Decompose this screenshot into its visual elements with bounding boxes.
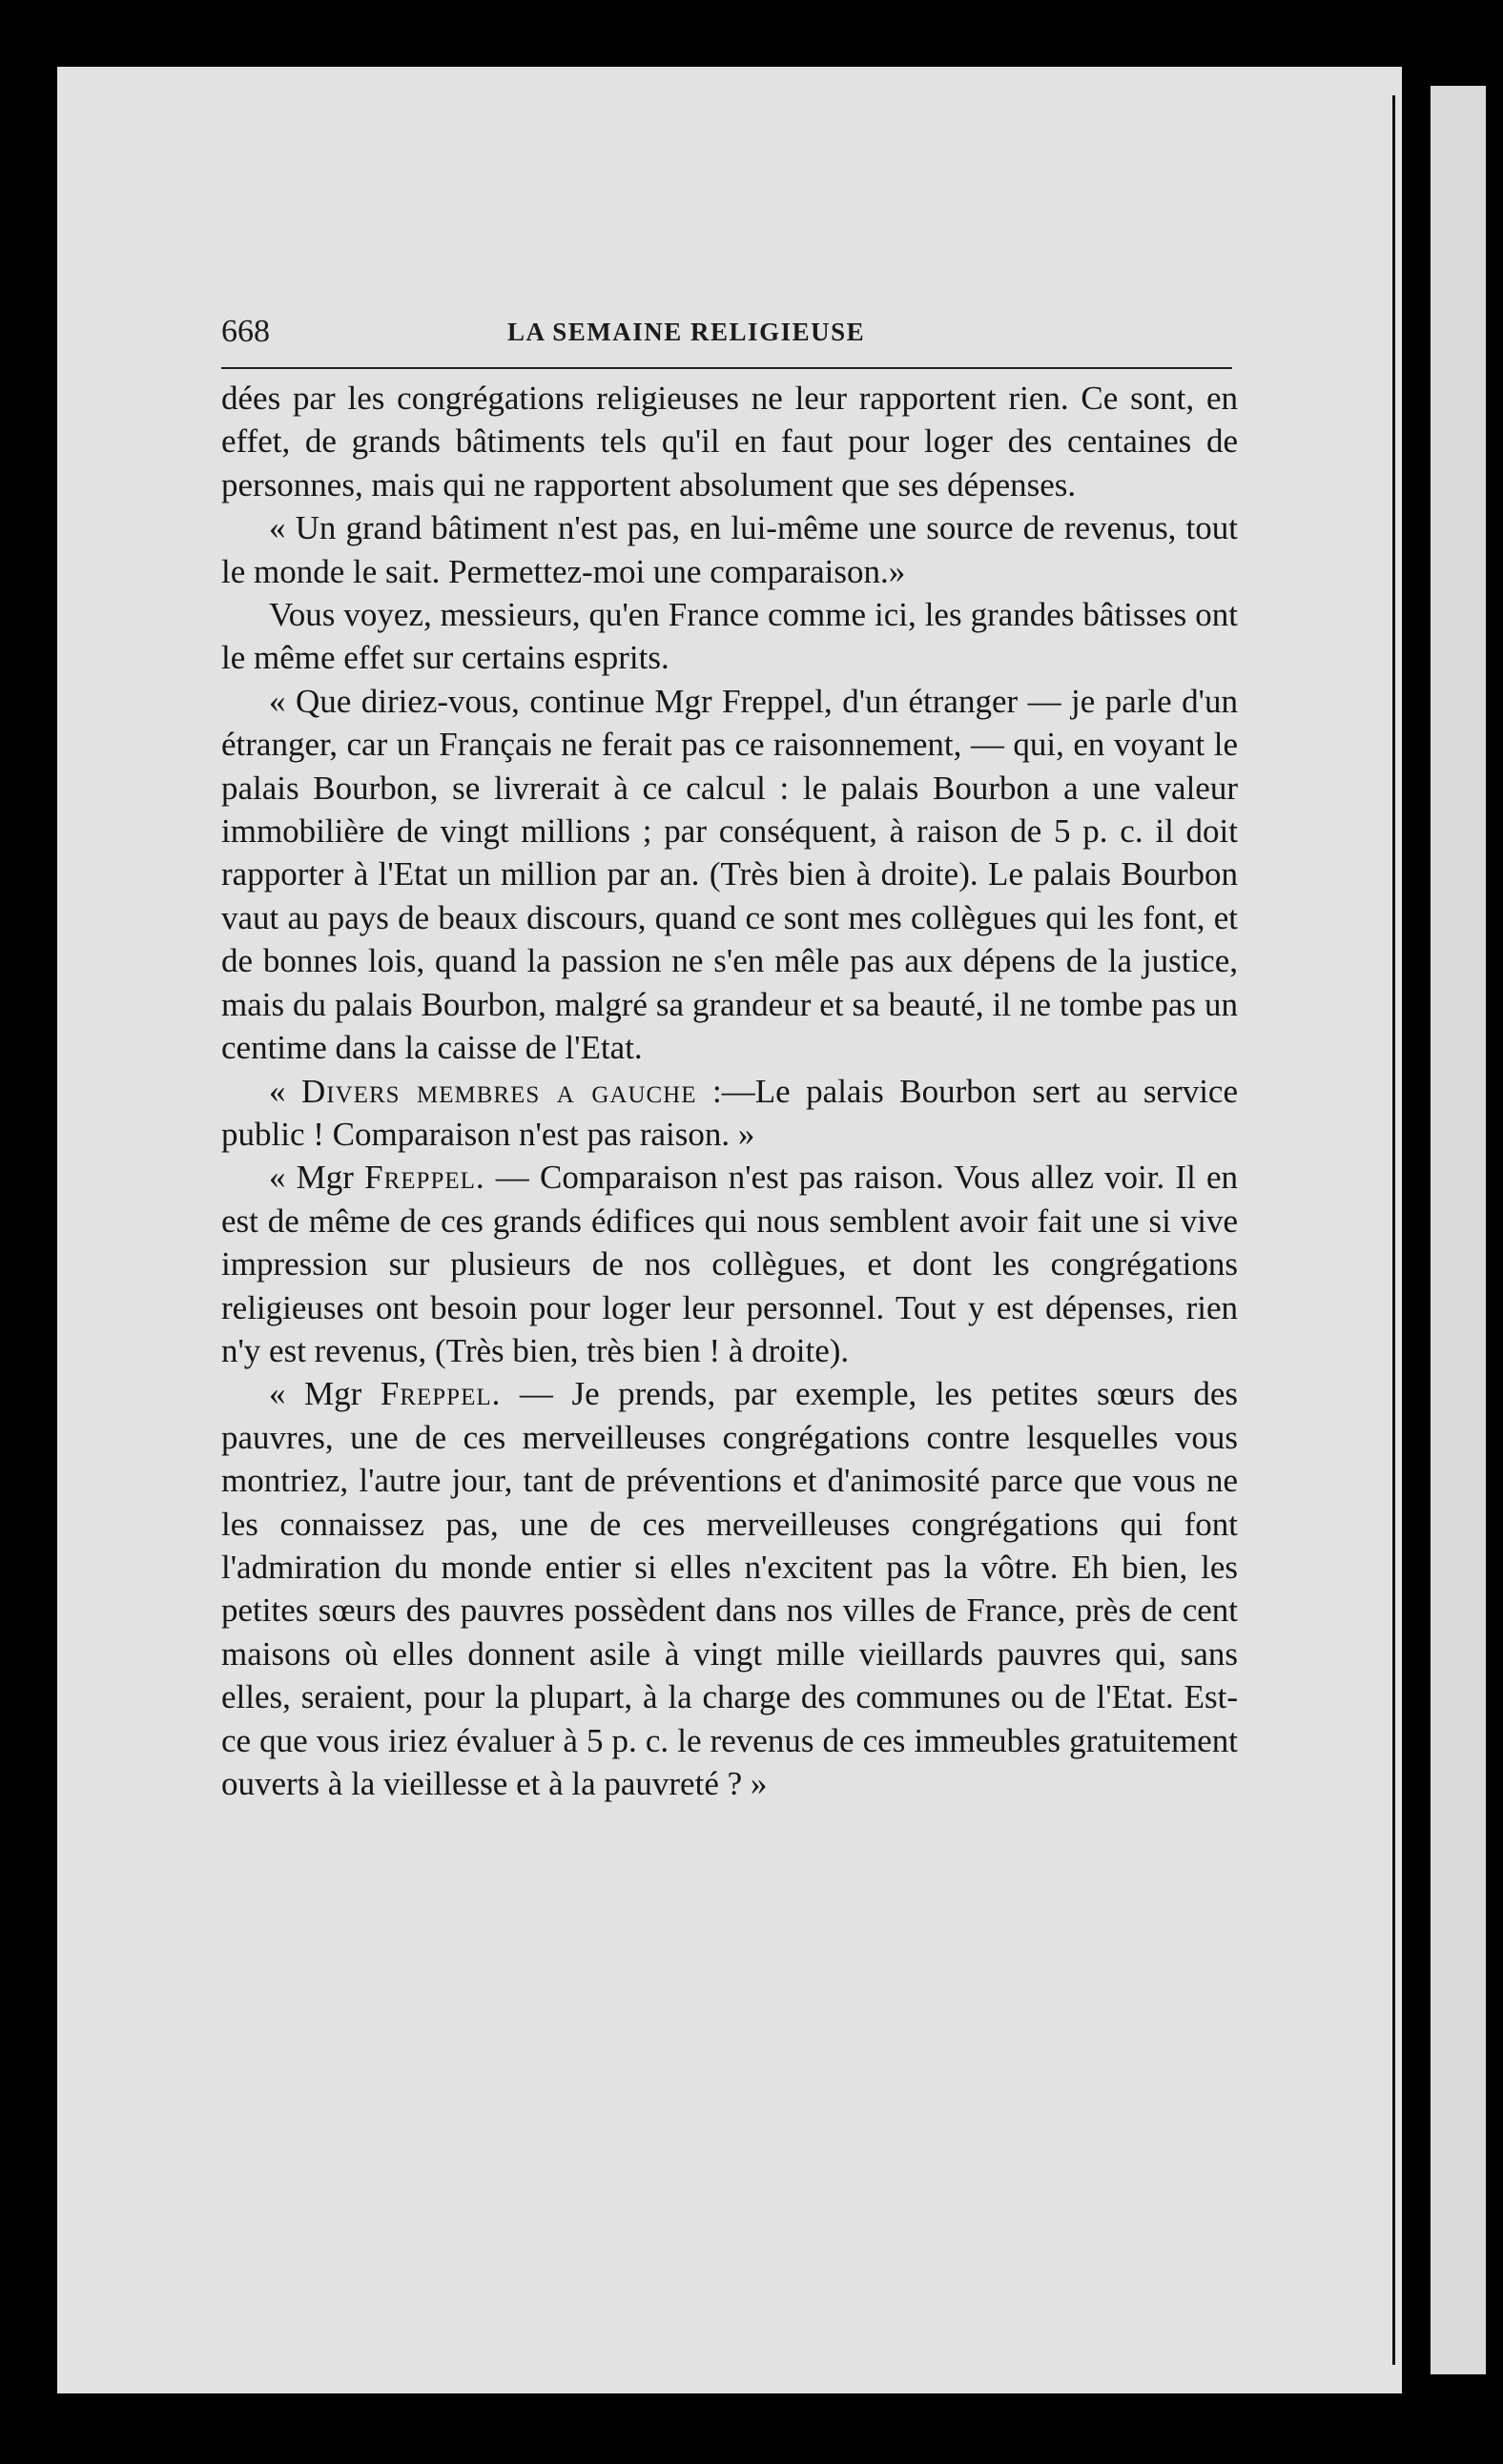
- speaker-name: Divers membres a gauche: [301, 1072, 697, 1110]
- facing-page-edge: [1431, 86, 1486, 2374]
- page-number: 668: [221, 314, 270, 349]
- paragraph: « Divers membres a gauche :—Le palais Bourbon sert au service public ! Comparaison n'est pas raison. »: [221, 1072, 1239, 1153]
- speaker-name: Freppel.: [364, 1159, 485, 1197]
- paragraph: « Mgr Freppel. — Comparaison n'est pas raison. Vous allez voir. Il en est de même de ces grands édifices qui nous semblent avoir fait une si vive impression sur plusieurs de nos collègues, et dont les congrégations religieuses ont besoin pour loger leur personnel. Tout y est dépenses, rien n'y est revenus, (Très bien, très bien ! à droite).: [221, 1159, 1239, 1369]
- speaker-name: Freppel.: [380, 1375, 502, 1413]
- paragraph: Vous voyez, messieurs, qu'en France comme ici, les grandes bâtisses ont le même effet sur certains esprits.: [221, 596, 1238, 677]
- page-gutter-edge: [1392, 95, 1395, 2365]
- paragraph: « Mgr Freppel. — Je prends, par exemple, les petites sœurs des pauvres, une de ces merveilleuses congrégations contre lesquelles vous montriez, l'autre jour, tant de préventions et d'animosité parce que vous ne les connaissez pas, une de ces merveilleuses congrégations qui font l'admiration du monde entier si elles n'excitent pas la vôtre. Eh bien, les petites sœurs des pauvres possèdent dans nos villes de France, près de cent maisons où elles donnent asile à vingt mille vieillards pauvres qui, sans elles, seraient, pour la plupart, à la charge des communes ou de l'Etat. Est-ce que vous iriez évaluer à 5 p. c. le revenus de ces immeubles gratuitement ouverts à la vieillesse et à la pauvreté ? »: [221, 1375, 1238, 1802]
- paragraph: dées par les congrégations religieuses ne leur rapportent rien. Ce sont, en effet, de grands bâtiments tels qu'il en faut pour loger des centaines de personnes, mais qui ne rapportent absolument que ses dépenses.: [221, 380, 1238, 503]
- paragraph: « Que diriez-vous, continue Mgr Freppel, d'un étranger — je parle d'un étranger, car un Français ne ferait pas ce raisonnement, — qui, en voyant le palais Bourbon, se livrerait à ce calcul : le palais Bourbon a une valeur immobilière de vingt millions ; par conséquent, à raison de 5 p. c. il doit rapporter à l'Etat un million par an. (Très bien à droite). Le palais Bourbon vaut au pays de beaux discours, quand ce sont mes collègues qui les font, et de bonnes lois, quand la passion ne s'en mêle pas aux dépens de la justice, mais du palais Bourbon, malgré sa grandeur et sa beauté, il ne tombe pas un centime dans la caisse de l'Etat.: [221, 682, 1238, 1067]
- page-header: [221, 243, 1232, 369]
- paragraph: « Un grand bâtiment n'est pas, en lui-même une source de revenus, tout le monde le sait. Permettez-moi une comparaison.»: [221, 509, 1238, 590]
- body-text: [221, 377, 1238, 1805]
- running-head: LA SEMAINE RELIGIEUSE: [507, 318, 866, 346]
